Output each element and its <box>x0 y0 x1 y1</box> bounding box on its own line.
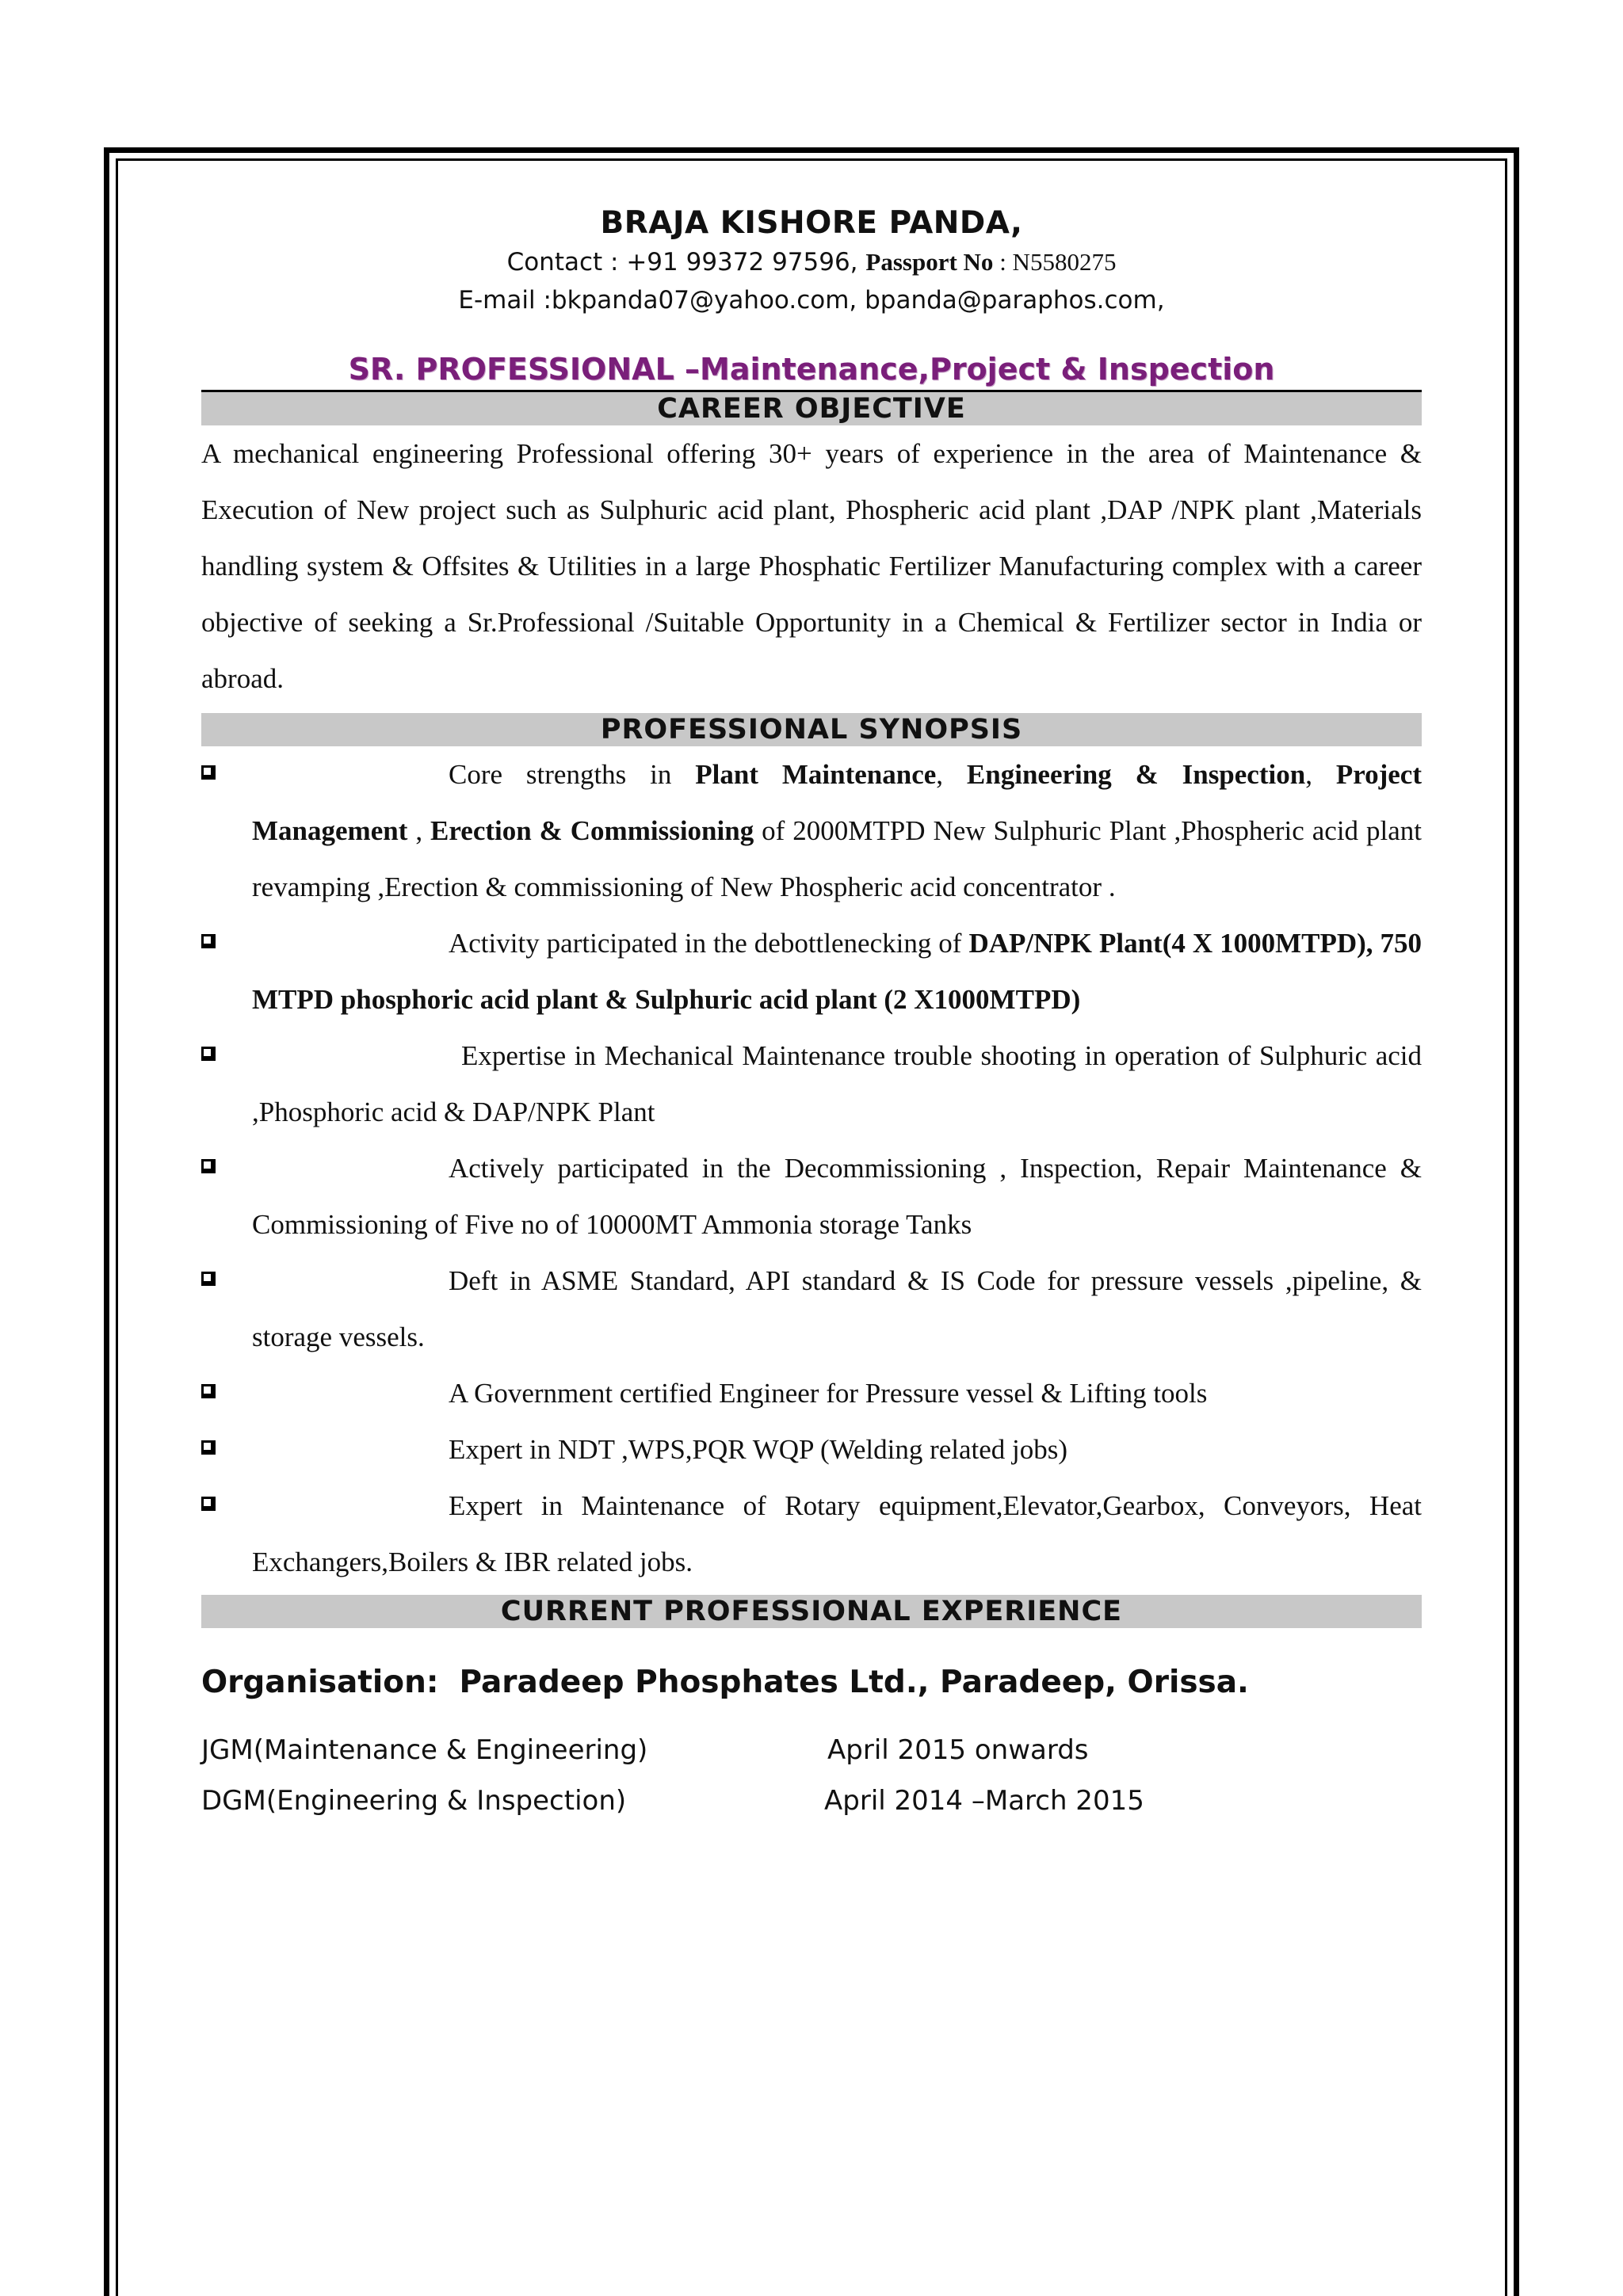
job-title: DGM(Engineering & Inspection) <box>201 1785 627 1817</box>
synopsis-item: Activity participated in the debottlenecking of DAP/NPK Plant(4 X 1000MTPD), 750 MTPD phosphoric acid plant & Sulphuric acid plant (2 X1000MTPD) <box>201 915 1422 1028</box>
synopsis-item: Deft in ASME Standard, API standard & IS Code for pressure vessels ,pipeline, & storage vessels. <box>201 1253 1422 1365</box>
organisation-line <box>201 1663 1422 1703</box>
section-career-objective: CAREER OBJECTIVE <box>201 392 1422 425</box>
synopsis-item: Expert in Maintenance of Rotary equipment,Elevator,Gearbox, Conveyors, Heat Exchangers,Boilers & IBR related jobs. <box>201 1478 1422 1590</box>
job-period: April 2014 –March 2015 <box>824 1785 1144 1817</box>
job-row <box>201 1725 1422 1775</box>
section-current-experience: CURRENT PROFESSIONAL EXPERIENCE <box>201 1595 1422 1628</box>
passport-value: : N5580275 <box>999 248 1117 276</box>
job-row <box>201 1775 1422 1826</box>
job-period: April 2015 onwards <box>827 1734 1089 1766</box>
organisation-name: Paradeep Phosphates Ltd., Paradeep, Orissa. <box>459 1665 1249 1700</box>
checkbox-bullet-icon <box>201 1384 213 1396</box>
email-line: E-mail :bkpanda07@yahoo.com, bpanda@paraphos.com, <box>458 286 1165 315</box>
checkbox-bullet-icon <box>201 934 213 946</box>
synopsis-item: Actively participated in the Decommissioning , Inspection, Repair Maintenance & Commissioning of Five no of 10000MT Ammonia storage Tanks <box>201 1140 1422 1253</box>
section-professional-synopsis: PROFESSIONAL SYNOPSIS <box>201 713 1422 746</box>
synopsis-item: A Government certified Engineer for Pressure vessel & Lifting tools <box>201 1365 1422 1421</box>
contact-phone: Contact : +91 99372 97596, <box>506 248 858 277</box>
checkbox-bullet-icon <box>201 1440 213 1452</box>
checkbox-bullet-icon <box>201 1497 213 1508</box>
job-title: JGM(Maintenance & Engineering) <box>201 1734 648 1766</box>
headline: SR. PROFESSIONAL –Maintenance,Project & Inspection <box>348 352 1275 387</box>
job-list <box>201 1725 1422 1826</box>
checkbox-bullet-icon <box>201 1272 213 1283</box>
checkbox-bullet-icon <box>201 765 213 777</box>
synopsis-item: Expertise in Mechanical Maintenance trouble shooting in operation of Sulphuric acid ,Phosphoric acid & DAP/NPK Plant <box>201 1028 1422 1140</box>
candidate-name: BRAJA KISHORE PANDA, <box>600 205 1023 241</box>
organisation-label: Organisation: <box>201 1665 439 1700</box>
passport-label: Passport No <box>865 248 994 276</box>
checkbox-bullet-icon <box>201 1159 213 1171</box>
checkbox-bullet-icon <box>201 1047 213 1058</box>
contact-line <box>201 244 1422 280</box>
synopsis-item: Core strengths in Plant Maintenance, Engineering & Inspection, Project Management , Erection & Commissioning of 2000MTPD New Sulphuric Plant ,Phospheric acid plant revamping ,Erection & commissioning of New Phospheric acid concentrator . <box>201 746 1422 915</box>
resume-content <box>201 198 1422 1826</box>
career-objective-text: A mechanical engineering Professional offering 30+ years of experience in the area of Maintenance & Execution of New project such as Sulphuric acid plant, Phospheric acid plant ,DAP /NPK plant ,Materials handling system & Offsites & Utilities in a large Phosphatic Fertilizer Manufacturing complex with a career objective of seeking a Sr.Professional /Suitable Opportunity in a Chemical & Fertilizer sector in India or abroad. <box>201 438 1422 694</box>
synopsis-item: Expert in NDT ,WPS,PQR WQP (Welding related jobs) <box>201 1421 1422 1478</box>
